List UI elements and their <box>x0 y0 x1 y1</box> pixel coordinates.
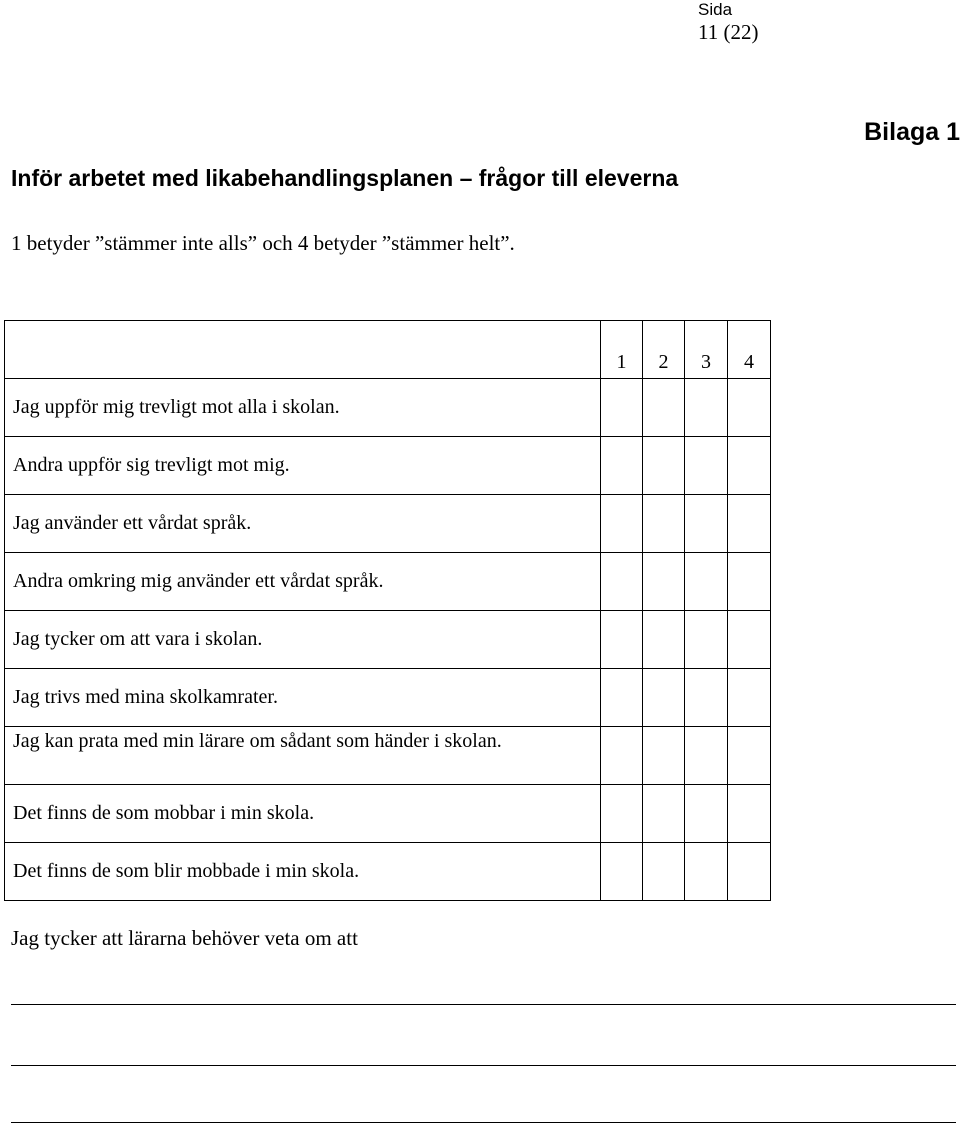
scale-explanation: 1 betyder ”stämmer inte alls” och 4 betyder ”stämmer helt”. <box>11 231 515 255</box>
answer-box-4[interactable] <box>728 785 771 843</box>
table-row <box>5 495 771 553</box>
table-row <box>5 611 771 669</box>
answer-box-1[interactable] <box>601 611 643 669</box>
scale-header-1: 1 <box>601 321 643 379</box>
answer-box-3[interactable] <box>685 379 728 437</box>
table-row <box>5 669 771 727</box>
header-blank-cell <box>5 321 601 379</box>
question-text: Det finns de som mobbar i min skola. <box>5 785 601 843</box>
question-text: Jag trivs med mina skolkamrater. <box>5 669 601 727</box>
answer-box-4[interactable] <box>728 843 771 901</box>
answer-box-2[interactable] <box>643 611 685 669</box>
answer-box-2[interactable] <box>643 843 685 901</box>
table-row <box>5 727 771 785</box>
scale-header-4: 4 <box>728 321 771 379</box>
question-text: Andra omkring mig använder ett vårdat språk. <box>5 553 601 611</box>
page-label: Sida <box>698 0 733 19</box>
answer-box-1[interactable] <box>601 669 643 727</box>
answer-line-3[interactable] <box>11 1122 956 1123</box>
question-text: Det finns de som blir mobbade i min skola. <box>5 843 601 901</box>
table-row <box>5 379 771 437</box>
answer-box-2[interactable] <box>643 785 685 843</box>
page-number: 11 (22) <box>698 20 759 44</box>
answer-box-1[interactable] <box>601 727 643 785</box>
answer-box-2[interactable] <box>643 727 685 785</box>
answer-box-1[interactable] <box>601 379 643 437</box>
table-row <box>5 843 771 901</box>
answer-box-1[interactable] <box>601 495 643 553</box>
answer-box-4[interactable] <box>728 437 771 495</box>
answer-box-1[interactable] <box>601 785 643 843</box>
answer-box-2[interactable] <box>643 495 685 553</box>
answer-box-1[interactable] <box>601 437 643 495</box>
answer-box-3[interactable] <box>685 669 728 727</box>
answer-line-2[interactable] <box>11 1065 956 1066</box>
answer-box-4[interactable] <box>728 379 771 437</box>
scale-header-row <box>5 321 771 379</box>
answer-box-2[interactable] <box>643 553 685 611</box>
answer-box-3[interactable] <box>685 553 728 611</box>
scale-header-2: 2 <box>643 321 685 379</box>
table-row <box>5 437 771 495</box>
answer-box-4[interactable] <box>728 669 771 727</box>
answer-box-2[interactable] <box>643 669 685 727</box>
answer-box-3[interactable] <box>685 727 728 785</box>
appendix-label: Bilaga 1 <box>864 118 960 146</box>
answer-box-3[interactable] <box>685 843 728 901</box>
answer-line-1[interactable] <box>11 1004 956 1005</box>
answer-box-1[interactable] <box>601 843 643 901</box>
answer-box-3[interactable] <box>685 495 728 553</box>
question-text: Jag tycker om att vara i skolan. <box>5 611 601 669</box>
table-row <box>5 785 771 843</box>
free-text-prompt: Jag tycker att lärarna behöver veta om att <box>11 926 358 950</box>
document-title: Inför arbetet med likabehandlingsplanen – frågor till eleverna <box>11 165 679 191</box>
answer-box-2[interactable] <box>643 379 685 437</box>
answer-box-4[interactable] <box>728 553 771 611</box>
question-text: Jag kan prata med min lärare om sådant som händer i skolan. <box>5 727 601 785</box>
answer-box-3[interactable] <box>685 785 728 843</box>
table-row <box>5 553 771 611</box>
question-text: Jag uppför mig trevligt mot alla i skolan. <box>5 379 601 437</box>
answer-box-4[interactable] <box>728 611 771 669</box>
answer-box-3[interactable] <box>685 611 728 669</box>
answer-box-2[interactable] <box>643 437 685 495</box>
answer-box-4[interactable] <box>728 727 771 785</box>
answer-box-3[interactable] <box>685 437 728 495</box>
survey-table <box>4 320 771 901</box>
question-text: Andra uppför sig trevligt mot mig. <box>5 437 601 495</box>
answer-box-1[interactable] <box>601 553 643 611</box>
scale-header-3: 3 <box>685 321 728 379</box>
answer-box-4[interactable] <box>728 495 771 553</box>
question-text: Jag använder ett vårdat språk. <box>5 495 601 553</box>
